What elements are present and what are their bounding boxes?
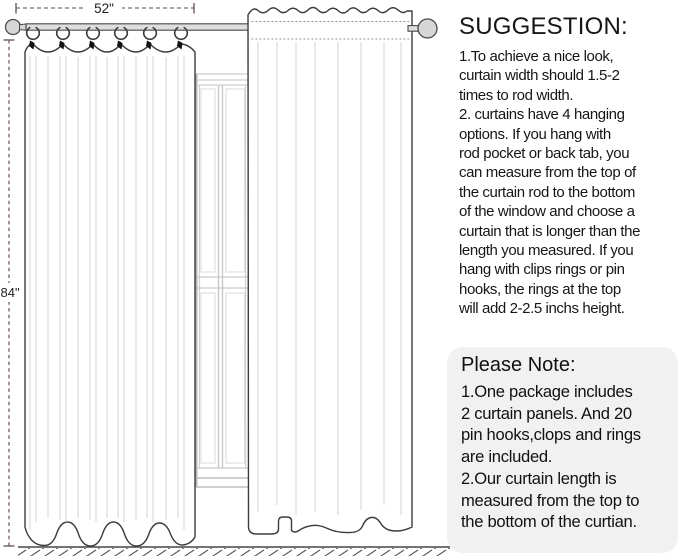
suggestion-line: curtain width should 1.5-2 xyxy=(459,67,620,85)
rod-width-label: 52" xyxy=(94,1,114,16)
left-curtain-panel xyxy=(25,44,195,546)
note-line: 2 curtain panels. And 20 xyxy=(461,403,632,423)
suggestion-line: the curtain rod to the bottom xyxy=(459,183,636,201)
note-heading: Please Note: xyxy=(461,354,576,376)
floor xyxy=(18,547,450,556)
rod-width-dimension xyxy=(16,0,194,16)
note-line: the bottom of the curtian. xyxy=(461,512,637,532)
suggestion-line: times to rod width. xyxy=(459,86,574,104)
please-note-box xyxy=(447,347,678,553)
rod-finial-left xyxy=(6,20,21,35)
suggestion-line: of the window and choose a xyxy=(459,203,635,221)
floor-hatching xyxy=(18,548,450,556)
suggestion-line: will add 2-2.5 inchs height. xyxy=(459,300,625,318)
pin-hooks xyxy=(29,41,183,50)
right-curtain-panel xyxy=(248,8,412,535)
suggestion-line: curtain that is longer than the xyxy=(459,222,641,240)
suggestion-line: hooks, the rings at the top xyxy=(459,280,621,298)
curtain-rod xyxy=(6,20,253,35)
suggestion-line: 1.To achieve a nice look, xyxy=(459,48,614,65)
suggestion-line: options. If you hang with xyxy=(459,125,611,143)
suggestion-line: can measure from the top of xyxy=(459,164,636,182)
suggestion-text xyxy=(459,47,679,319)
note-text xyxy=(461,381,678,533)
note-line: pin hooks,clops and rings xyxy=(461,425,641,445)
suggestion-line: length you measured. If you xyxy=(459,242,634,260)
note-line: measured from the top to xyxy=(461,490,640,510)
suggestion-heading: SUGGESTION: xyxy=(459,13,628,40)
curtain-length-dimension xyxy=(0,40,21,546)
suggestion-line: rod pocket or back tab, you xyxy=(459,145,630,163)
curtain-length-label: 84" xyxy=(0,285,20,300)
note-line: 2.Our curtain length is xyxy=(461,468,617,488)
note-line: are included. xyxy=(461,447,553,467)
suggestion-line: hang with clips rings or pin xyxy=(459,261,625,279)
suggestion-section xyxy=(459,13,679,319)
note-line: 1.One package includes xyxy=(461,382,633,401)
suggestion-line: 2. curtains have 4 hanging xyxy=(459,106,625,124)
